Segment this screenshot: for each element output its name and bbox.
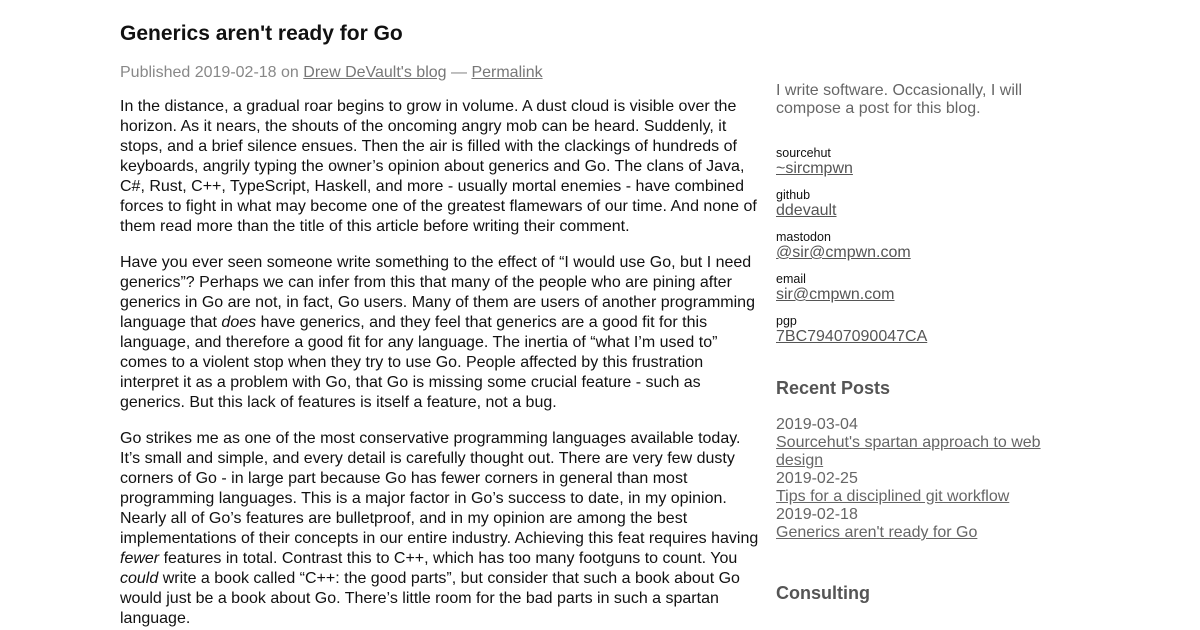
published-label: Published [120, 64, 191, 81]
contact-item [776, 314, 1066, 346]
contact-item [776, 230, 1066, 262]
recent-post-date: 2019-02-25 [776, 470, 858, 487]
paragraph-3-emphasis-2: could [120, 570, 159, 587]
contact-label-sourcehut: sourcehut [776, 146, 831, 160]
consulting-heading: Consulting [776, 583, 870, 603]
contact-label-email: email [776, 272, 806, 286]
contact-item [776, 146, 1066, 178]
published-date: 2019-02-18 [194, 64, 277, 81]
paragraph-2 [120, 253, 762, 413]
contact-label-pgp: pgp [776, 314, 797, 328]
contact-item [776, 272, 1066, 304]
mastodon-link[interactable]: @sir@cmpwn.com [776, 244, 911, 261]
paragraph-3-text-b: features in total. Contrast this to C++, which has too many footguns to count. You [159, 550, 738, 567]
on-label: on [281, 64, 299, 81]
article [120, 20, 762, 629]
recent-post-date: 2019-02-18 [776, 506, 858, 523]
contact-list [776, 146, 1066, 346]
recent-posts-list [776, 416, 1066, 542]
recent-post-date: 2019-03-04 [776, 416, 858, 433]
sourcehut-link[interactable]: ~sircmpwn [776, 160, 853, 177]
post-meta [120, 63, 762, 83]
contact-item [776, 188, 1066, 220]
sidebar [776, 82, 1066, 604]
paragraph-2-text-a: Have you ever seen someone write something to the effect of “I would use Go, but I need generics”? Perhaps we can infer from this that many of the people who are pining after generics in Go are not, in fact, Go users. Many of them are users of another programming language that [120, 254, 755, 331]
contact-label-mastodon: mastodon [776, 230, 831, 244]
paragraph-2-text-b: have generics, and they feel that generics are a good fit for this language, and therefore a good fit for any language. The inertia of “what I’m used to” comes to a violent stop when they try to use Go. People affected by this frustration interpret it as a problem with Go, that Go is missing some crucial feature - such as generics. But this lack of features is itself a feature, not a bug. [120, 314, 718, 411]
email-link[interactable]: sir@cmpwn.com [776, 286, 895, 303]
recent-post-link[interactable]: Generics aren't ready for Go [776, 524, 978, 541]
blog-link[interactable]: Drew DeVault's blog [303, 64, 447, 81]
consulting-section [776, 582, 1066, 604]
author-bio: I write software. Occasionally, I will compose a post for this blog. [776, 82, 1022, 117]
paragraph-3 [120, 429, 762, 629]
github-link[interactable]: ddevault [776, 202, 837, 219]
paragraph-2-emphasis: does [221, 314, 257, 331]
recent-post-link[interactable]: Tips for a disciplined git workflow [776, 488, 1010, 505]
permalink-link[interactable]: Permalink [471, 64, 543, 81]
paragraph-3-emphasis-1: fewer [120, 550, 160, 567]
recent-posts [776, 377, 1066, 542]
recent-post-link[interactable]: Sourcehut's spartan approach to web design [776, 434, 1041, 469]
paragraph-3-text-a: Go strikes me as one of the most conservative programming languages available today. It’s small and simple, and every detail is carefully thought out. There are very few dusty corners of Go - in large part because Go has fewer corners in general than most programming languages. This is a major factor in Go’s success to date, in my opinion. Nearly all of Go’s features are bulletproof, and in my opinion are among the best implementations of their concepts in our entire industry. Achieving this feat requires having [120, 430, 759, 547]
paragraph-1: In the distance, a gradual roar begins to grow in volume. A dust cloud is visible over the horizon. As it nears, the shouts of the oncoming angry mob can be heard. Suddenly, it stops, and a brief silence ensues. Then the air is filled with the clackings of hundreds of keyboards, angrily typing the owner’s opinion about generics and Go. The clans of Java, C#, Rust, C++, TypeScript, Haskell, and more - usually mortal enemies - have combined forces to fight in what may become one of the greatest flamewars of our time. And none of them read more than the title of this article before writing their comment. [120, 98, 757, 235]
meta-separator: — [451, 64, 467, 81]
pgp-link[interactable]: 7BC79407090047CA [776, 328, 928, 345]
recent-posts-heading: Recent Posts [776, 378, 891, 398]
contact-label-github: github [776, 188, 811, 202]
paragraph-3-text-c: write a book called “C++: the good parts”, but consider that such a book about Go would just be a book about Go. There’s little room for the bad parts in such a spartan language. [120, 570, 740, 627]
page-title: Generics aren't ready for Go [120, 22, 403, 45]
